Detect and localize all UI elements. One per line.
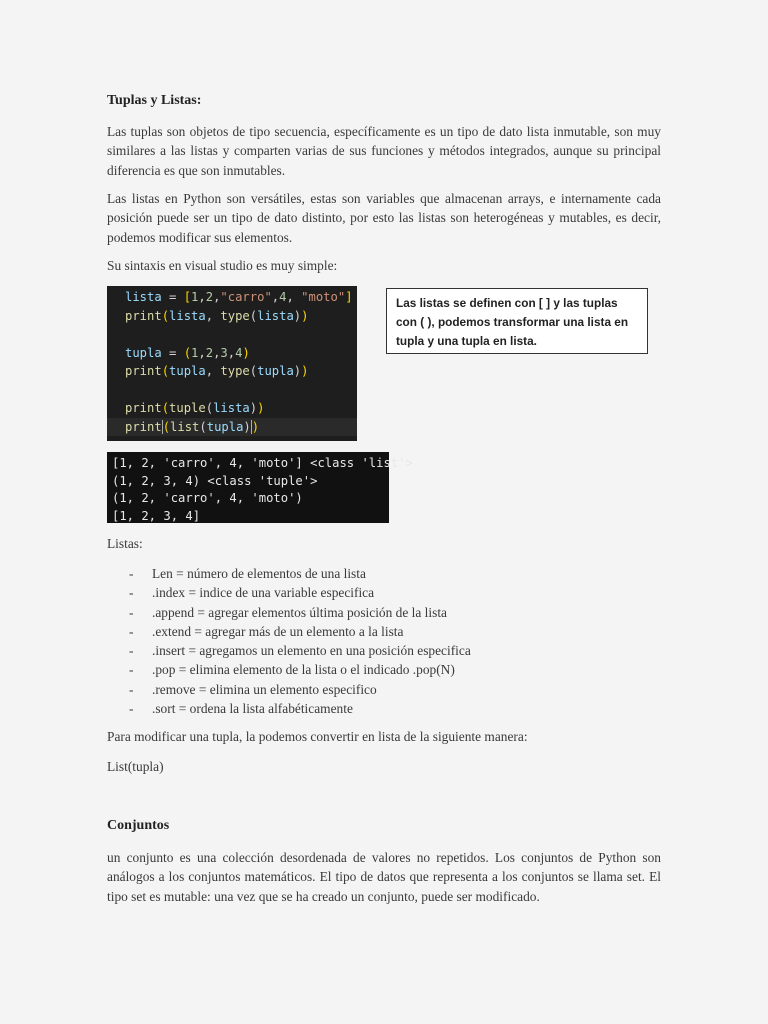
list-item-text: .append = agregar elementos última posición de la lista	[152, 604, 447, 620]
list-item	[129, 583, 471, 602]
paragraph-tuplas: Las tuplas son objetos de tipo secuencia, específicamente es un tipo de dato lista inmutable, son muy similares a las listas y comparten varias de sus funciones y métodos integrados, aunque su principal diferencia es que son inmutables.	[107, 124, 661, 178]
section-title-conjuntos: Conjuntos	[107, 818, 170, 833]
list-item-text: .remove = elimina un elemento especifico	[152, 681, 377, 697]
code-line-5: print(tupla, type(tupla))	[125, 364, 309, 378]
section-title-tuplas-listas: Tuplas y Listas:	[107, 93, 202, 108]
code-list-tupla: List(tupla)	[107, 759, 164, 774]
bullet-dash: -	[129, 623, 134, 639]
list-item	[129, 660, 471, 679]
bullet-dash: -	[129, 701, 134, 717]
bullet-dash: -	[129, 585, 134, 601]
list-item-text: .index = indice de una variable especifica	[152, 585, 375, 601]
paragraph-sintaxis: Su sintaxis en visual studio es muy simple:	[107, 258, 338, 273]
list-methods-label: Listas:	[107, 536, 143, 551]
list-item	[129, 699, 471, 718]
output-line-4: [1, 2, 3, 4]	[112, 508, 201, 523]
paragraph-conjuntos: un conjunto es una colección desordenada de valores no repetidos. Los conjuntos de Python son análogos a los conjuntos matemáticos. El tipo de datos que representa a los conjuntos se llama set. El tipo set es mutable: una vez que se ha creado un conjunto, puede ser modificado.	[107, 850, 661, 904]
code-line-8: print(list(tupla))	[107, 418, 357, 437]
terminal-output-screenshot	[107, 452, 413, 523]
list-methods	[129, 564, 471, 718]
paragraph-modificar: Para modificar una tupla, la podemos convertir en lista de la siguiente manera:	[107, 729, 528, 744]
bullet-dash: -	[129, 662, 134, 678]
list-item	[129, 680, 471, 699]
list-item	[129, 641, 471, 660]
code-line-1: lista = [1,2,"carro",4, "moto"]	[125, 290, 353, 304]
output-line-2: (1, 2, 3, 4) <class 'tuple'>	[112, 473, 318, 488]
code-line-4: tupla = (1,2,3,4)	[125, 345, 250, 360]
code-line-6	[125, 381, 357, 400]
list-item	[129, 622, 471, 641]
list-item	[129, 603, 471, 622]
paragraph-listas: Las listas en Python son versátiles, estas son variables que almacenan arrays, e internamente cada posición puede ser un tipo de dato distinto, por esto las listas son heterogéneas y mutables, es decir, podemos modificar sus elementos.	[107, 191, 661, 245]
output-line-1: [1, 2, 'carro', 4, 'moto'] <class 'list'>	[112, 456, 413, 470]
code-editor-screenshot	[107, 286, 357, 441]
code-line-3	[125, 325, 357, 344]
list-item-text: .sort = ordena la lista alfabéticamente	[152, 701, 353, 717]
note-box: Las listas se definen con [ ] y las tuplas con ( ), podemos transformar una lista en tupla y una tupla en lista.	[386, 288, 648, 354]
bullet-dash: -	[129, 566, 134, 581]
list-item	[129, 564, 471, 583]
list-item-text: .pop = elimina elemento de la lista o el indicado .pop(N)	[152, 662, 455, 678]
code-line-2: print(lista, type(lista))	[125, 308, 309, 323]
bullet-dash: -	[129, 643, 134, 659]
output-line-3: (1, 2, 'carro', 4, 'moto')	[112, 491, 303, 505]
list-item-text: .extend = agregar más de un elemento a la lista	[152, 623, 404, 639]
code-line-7: print(tuple(lista))	[125, 401, 265, 415]
list-item-text: Len = número de elementos de una lista	[152, 566, 366, 581]
list-item-text: .insert = agregamos un elemento en una posición especifica	[152, 643, 471, 659]
bullet-dash: -	[129, 681, 134, 697]
bullet-dash: -	[129, 604, 134, 620]
